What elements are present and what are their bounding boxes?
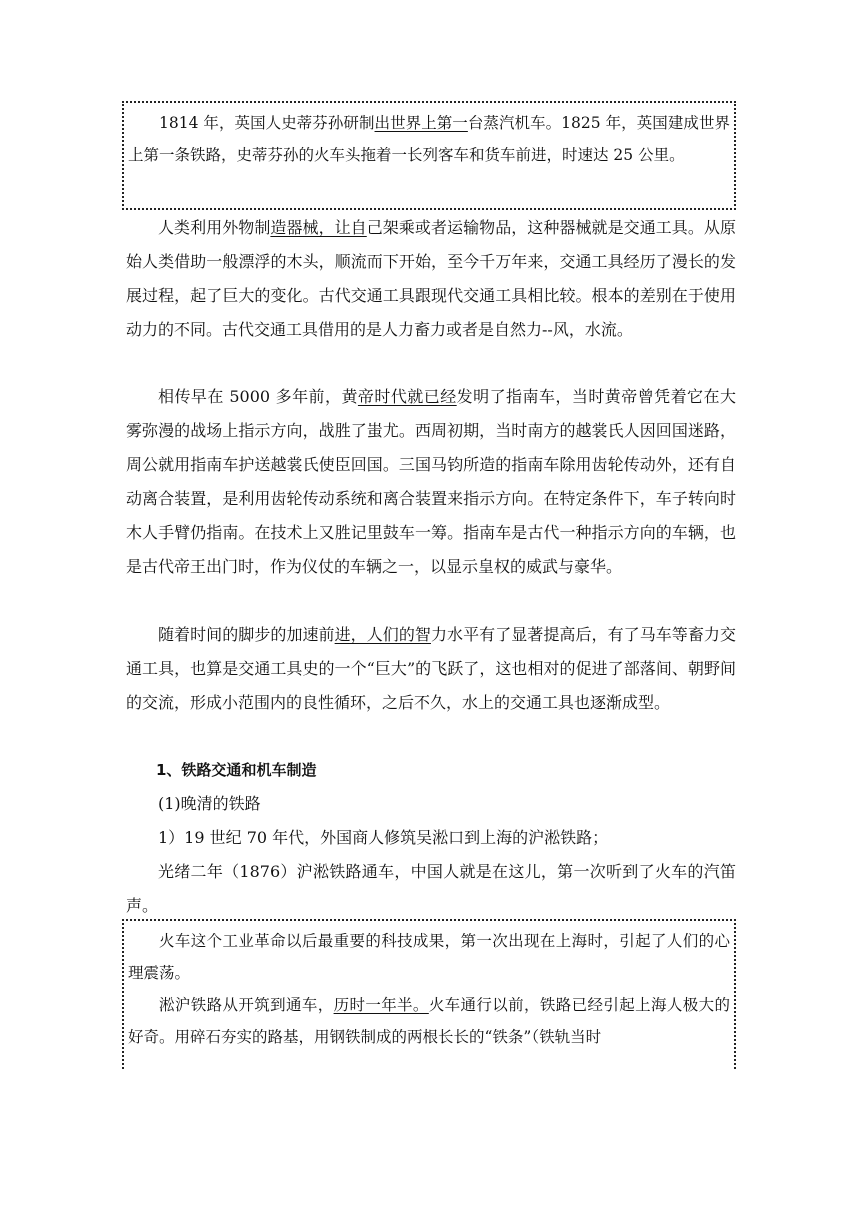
paragraph-south-pointing-chariot: [126, 380, 736, 584]
paragraph-transport-tools: [126, 211, 736, 347]
box2-text-rest: 火车通行以前，铁路已经引起上海人极大的好奇。用碎石夯实的路基，用钢铁制成的两根长长的“铁条”（铁轨当时: [128, 996, 730, 1046]
quote-box-train-shock: [122, 919, 736, 1069]
box2-underlined-text: 历时一年半。: [333, 996, 429, 1014]
section-heading: 1、铁路交通和机车制造: [156, 761, 317, 779]
box1-underlined-text: 出世界上第一: [374, 114, 468, 132]
quote-box-steam-locomotive: [122, 101, 736, 210]
paragraph-animal-powered-transport: [126, 618, 736, 720]
para1-text-rest: 己架乘或者运输物品，这种器械就是交通工具。从原始人类借助一般漂浮的木头，顺流而下开始，至今千万年来，交通工具经历了漫长的发展过程，起了巨大的变化。古代交通工具跟现代交通工具相比较。根本的差别在于使用动力的不同。古代交通工具借用的是人力畜力或者是自然力--风，水流。: [126, 218, 736, 339]
box2-paragraph-2: [124, 989, 734, 1053]
box1-paragraph: [124, 107, 734, 171]
para3-text-rest: 力水平有了显著提高后，有了马车等畜力交通工具，也算是交通工具史的一个“巨大”的飞跃了，这也相对的促进了部落间、朝野间的交流，形成小范围内的良性循环，之后不久，水上的交通工具也逐渐成型。: [126, 625, 736, 712]
box1-text: 1814 年，英国人史蒂芬孙研制: [159, 114, 375, 132]
para1-underlined-text: 造器械，让自: [270, 218, 367, 237]
para2-text-rest: 发明了指南车，当时黄帝曾凭着它在大雾弥漫的战场上指示方向，战胜了蚩尤。西周初期，当时南方的越裳氏人因回国迷路，周公就用指南车护送越裳氏使臣回国。三国马钧所造的指南车除用齿轮传动外，还有自动离合装置，是利用齿轮传动系统和离合装置来指示方向。在特定条件下，车子转向时木人手臂仍指南。在技术上又胜记里鼓车一筹。指南车是古代一种指示方向的车辆，也是古代帝王出门时，作为仪仗的车辆之一，以显示皇权的威武与豪华。: [126, 387, 736, 576]
para2-underlined-text: 帝时代就已经: [357, 387, 457, 406]
box1-text-rest: 台蒸汽机车。1825 年，英国建成世界上第一条铁路，史蒂芬孙的火车头拖着一长列客车和货车前进，时速达 25 公里。: [128, 114, 730, 164]
subsection-heading: (1)晚清的铁路: [158, 794, 261, 813]
para3-underlined-text: 进，人们的智: [334, 625, 431, 644]
paragraph-wusong-railway: 光绪二年（1876）沪淞铁路通车，中国人就是在这儿，第一次听到了火车的汽笛声。: [126, 862, 736, 915]
list-item: 1）19 世纪 70 年代，外国商人修筑吴淞口到上海的沪淞铁路；: [158, 828, 609, 847]
box2-paragraph-1: 火车这个工业革命以后最重要的科技成果，第一次出现在上海时，引起了人们的心理震荡。: [128, 932, 730, 982]
para3-text: 随着时间的脚步的加速前: [158, 625, 335, 644]
para1-text: 人类利用外物制: [158, 218, 271, 237]
box2-text: 淞沪铁路从开筑到通车，: [159, 996, 334, 1014]
para2-text: 相传早在 5000 多年前，黄: [158, 387, 358, 406]
